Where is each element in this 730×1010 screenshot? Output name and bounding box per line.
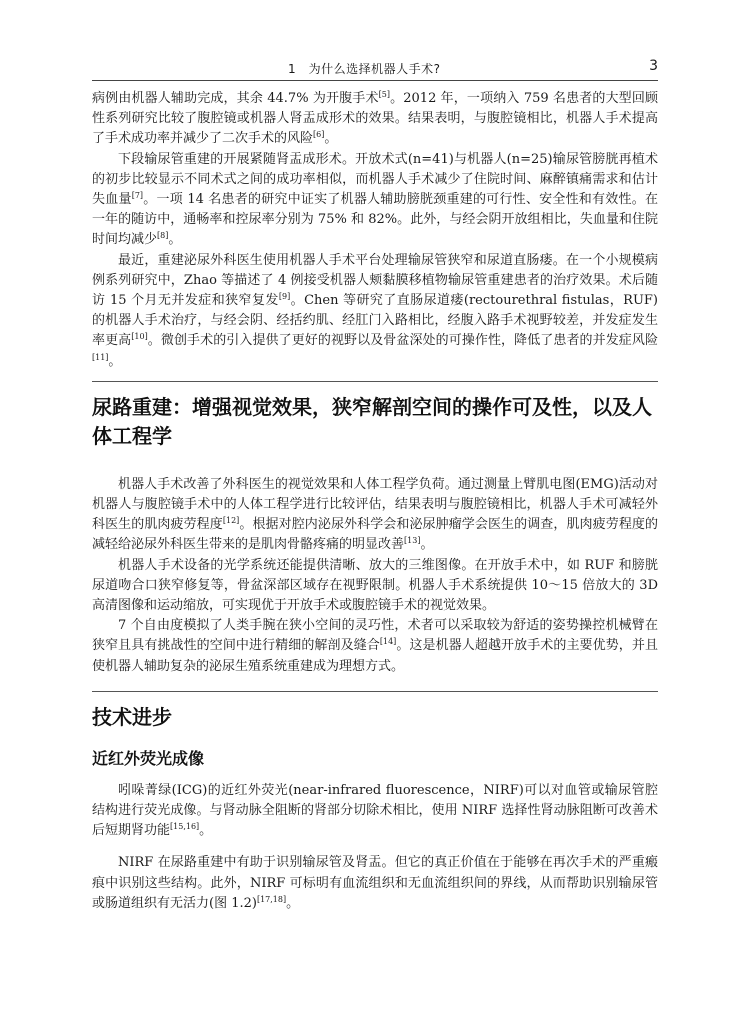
citation[interactable]: [12] — [222, 516, 240, 526]
paragraph: 吲哚菁绿(ICG)的近红外荧光(near-infrared fluorescence，NIRF)可以对血管或输尿管腔结构进行荧光成像。与肾动脉全阻断的肾部分切除术相比，使用 NIRF 选择性肾动脉阻断可改善术后短期肾功能[15,16]。 — [92, 782, 658, 839]
citation[interactable]: [14] — [379, 637, 397, 647]
paragraph: 机器人手术改善了外科医生的视觉效果和人体工程学负荷。通过测量上臂肌电图(EMG)活动对机器人与腹腔镜手术中的人体工程学进行比较评估，结果表明与腹腔镜相比，机器人手术可减轻外科医生的肌肉疲劳程度[12]。根据对腔内泌尿外科学会和泌尿肿瘤学会医生的调查，肌肉疲劳程度的减轻给泌尿外科医生带来的是肌肉骨骼疼痛的明显改善[13]。 — [92, 476, 658, 553]
section-intro — [92, 89, 658, 372]
citation[interactable]: [8] — [157, 231, 169, 241]
running-header — [92, 58, 658, 81]
section-heading-urinary-reconstruction: 尿路重建：增强视觉效果，狭窄解剖空间的操作可及性，以及人体工程学 — [92, 381, 658, 451]
citation[interactable]: [9] — [278, 292, 291, 302]
paragraph: 最近，重建泌尿外科医生使用机器人手术平台处理输尿管狭窄和尿道直肠瘘。在一个小规模病例系列研究中，Zhao 等描述了 4 例接受机器人颊黏膜移植物输尿管重建患者的治疗效果。术后随访 15 个月无并发症和狭窄复发[9]。Chen 等研究了直肠尿道瘘(rectourethral fistulas，RUF)的机器人手术治疗，与经会阴、经括约肌、经肛门入路相比，经腹入路手术视野较差，并发症发生率更高[10]。微创手术的引入提供了更好的视野以及骨盆深处的可操作性，降低了患者的并发症风险[11]。 — [92, 252, 658, 369]
section-urinary-reconstruction — [92, 475, 658, 677]
paragraph: 机器人手术设备的光学系统还能提供清晰、放大的三维图像。在开放手术中，如 RUF 和膀胱尿道吻合口狭窄修复等，骨盆深部区域存在视野限制。机器人手术系统提供 10～15 倍放大的 3D 高清图像和运动缩放，可实现优于开放手术或腹腔镜手术的视觉效果。 — [92, 557, 658, 614]
section-nirf — [92, 781, 658, 914]
citation[interactable]: [11] — [92, 352, 109, 362]
page-number: 3 — [649, 58, 658, 74]
paragraph: NIRF 在尿路重建中有助于识别输尿管及肾盂。但它的真正价值在于能够在再次手术的严重瘢痕中识别这些结构。此外，NIRF 可标明有血流组织和无血流组织间的界线，从而帮助识别输尿管或肠道组织有无活力(图 1.2)[17,18]。 — [92, 855, 658, 911]
citation[interactable]: [13] — [404, 536, 421, 546]
citation[interactable]: [17,18] — [256, 894, 287, 904]
book-page — [92, 58, 658, 914]
paragraph: 下段输尿管重建的开展紧随肾盂成形术。开放术式(n=41)与机器人(n=25)输尿管膀胱再植术的初步比较显示不同术式之间的成功率相似，而机器人手术减少了住院时间、麻醉镇痛需求和估计失血量[7]。一项 14 名患者的研究中证实了机器人辅助膀胱颈重建的可行性、安全性和有效性。在一年的随访中，通畅率和控尿率分别为 75% 和 82%。此外，与经会阴开放组相比，失血量和住院时间均减少[8]。 — [92, 151, 658, 248]
citation[interactable]: [6] — [313, 130, 325, 140]
citation[interactable]: [10] — [131, 332, 148, 342]
citation[interactable]: [5] — [378, 90, 390, 99]
subsection-heading-nirf: 近红外荧光成像 — [92, 748, 205, 768]
citation[interactable]: [15,16] — [170, 822, 200, 832]
paragraph: 病例由机器人辅助完成，其余 44.7% 为开腹手术[5]。2012 年，一项纳入 759 名患者的大型回顾性系列研究比较了腹腔镜或机器人肾盂成形术的效果。结果表明，与腹腔镜相比，机器人手术提高了手术成功率并减少了二次手术的风险[6]。 — [92, 90, 658, 147]
paragraph: 7 个自由度模拟了人类手腕在狭小空间的灵巧性，术者可以采取较为舒适的姿势操控机械臂在狭窄且具有挑战性的空间中进行精细的解剖及缝合[14]。这是机器人超越开放手术的主要优势，并且使机器人辅助复杂的泌尿生殖系统重建成为理想方式。 — [92, 618, 658, 674]
running-title: 1 为什么选择机器人手术? — [288, 62, 441, 76]
section-heading-technical-advances: 技术进步 — [92, 691, 658, 732]
citation[interactable]: [7] — [131, 191, 144, 201]
